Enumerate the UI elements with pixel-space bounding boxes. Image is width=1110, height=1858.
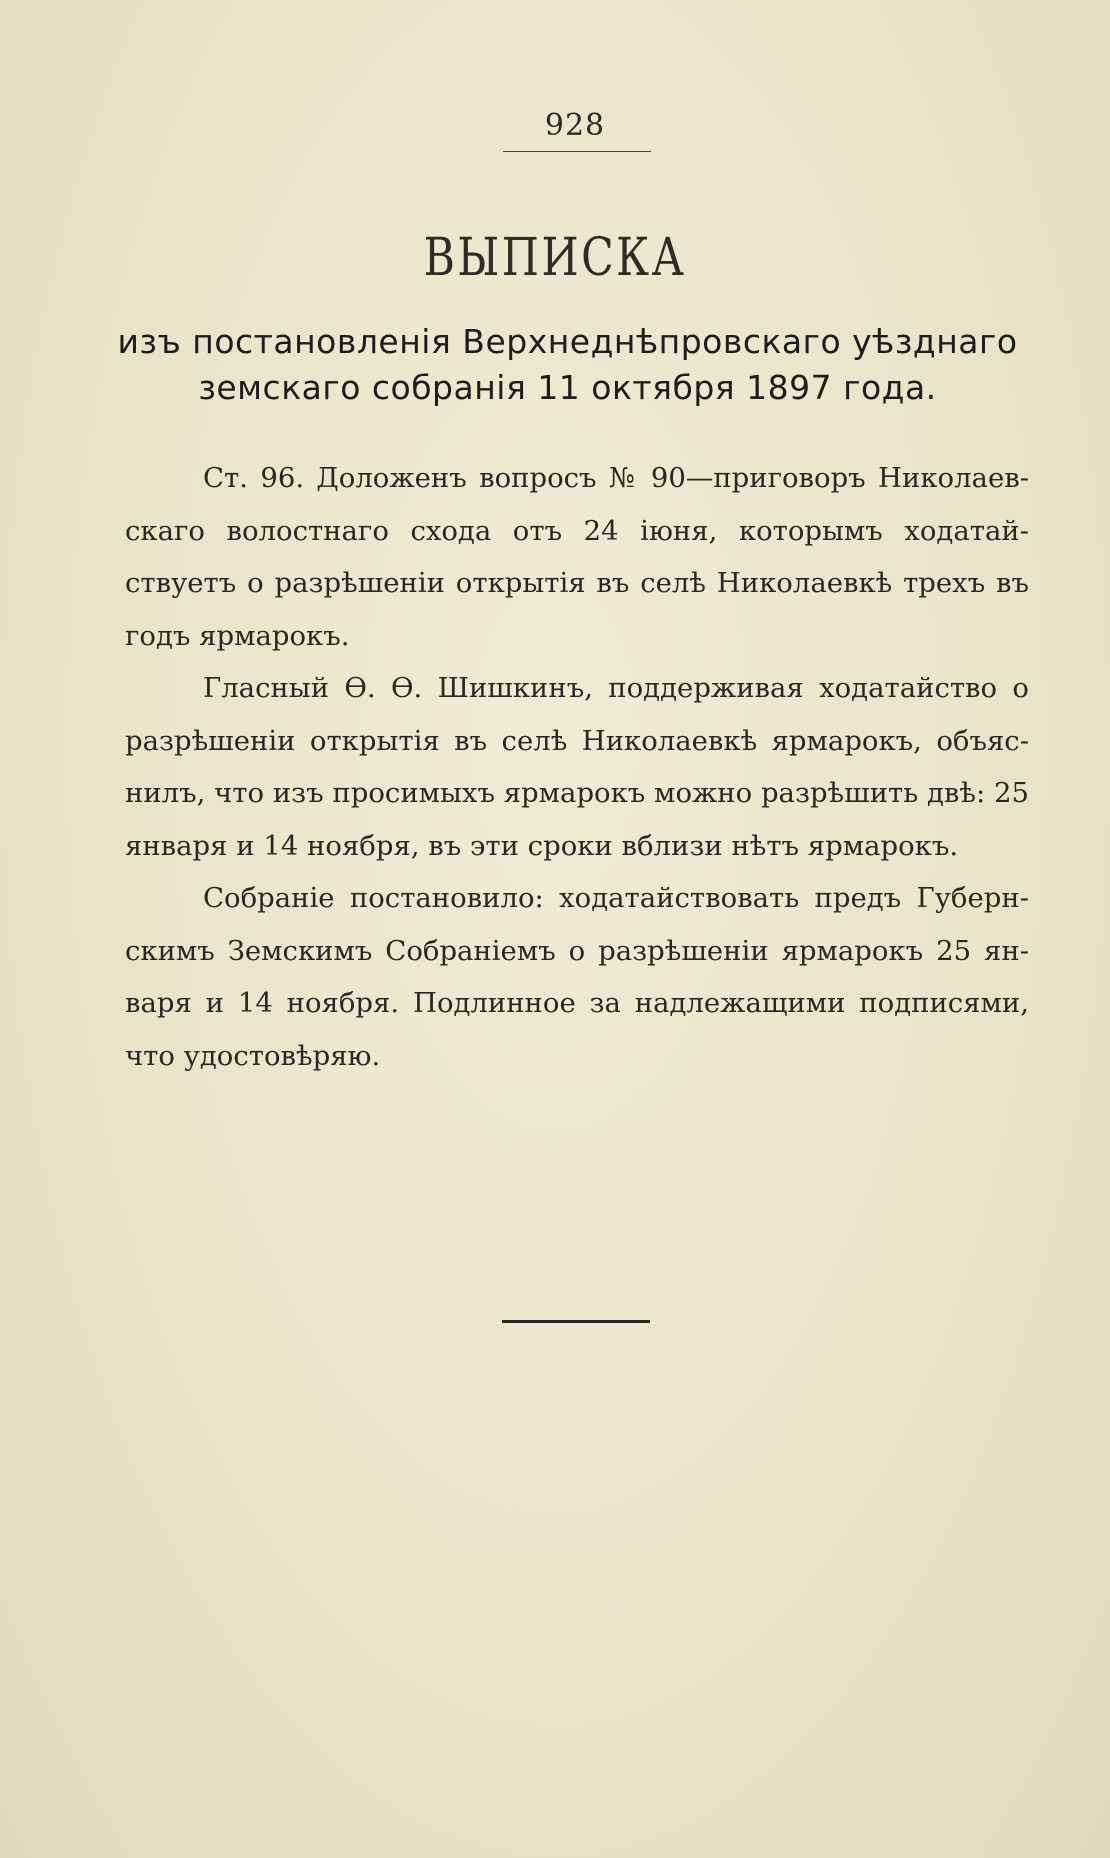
page-number: 928: [544, 108, 606, 143]
paragraph-1: Ст. 96. Доложенъ вопросъ № 90—приговоръ Николаевскаго волостнаго схода отъ 24 іюня, которымъ ходатайствуетъ о разрѣшеніи открытія въ селѣ Николаевкѣ трехъ въ годъ ярмарокъ.: [125, 462, 1029, 652]
subtitle-line-2: земскаго собранія 11 октября 1897 года.: [198, 368, 937, 407]
page-number-rule: [503, 151, 651, 152]
subtitle-line-1: изъ постановленія Верхнеднѣпровскаго уѣзднаго: [117, 322, 1018, 361]
closing-rule: [502, 1320, 650, 1323]
body-text: [125, 452, 1029, 1082]
paragraph-2: Гласный Ѳ. Ѳ. Шишкинъ, поддерживая ходатайство о разрѣшеніи открытія въ селѣ Николаевкѣ ярмарокъ, объяснилъ, что изъ просимыхъ ярмарокъ можно разрѣшить двѣ: 25 января и 14 ноября, въ эти сроки вблизи нѣтъ ярмарокъ.: [125, 672, 1029, 862]
paragraph-3: Собраніе постановило: ходатайствовать предъ Губернскимъ Земскимъ Собраніемъ о разрѣшеніи ярмарокъ 25 января и 14 ноября. Подлинное за надлежащими подписями, что удостовѣряю.: [125, 882, 1029, 1072]
document-title: ВЫПИСКА: [423, 228, 687, 288]
